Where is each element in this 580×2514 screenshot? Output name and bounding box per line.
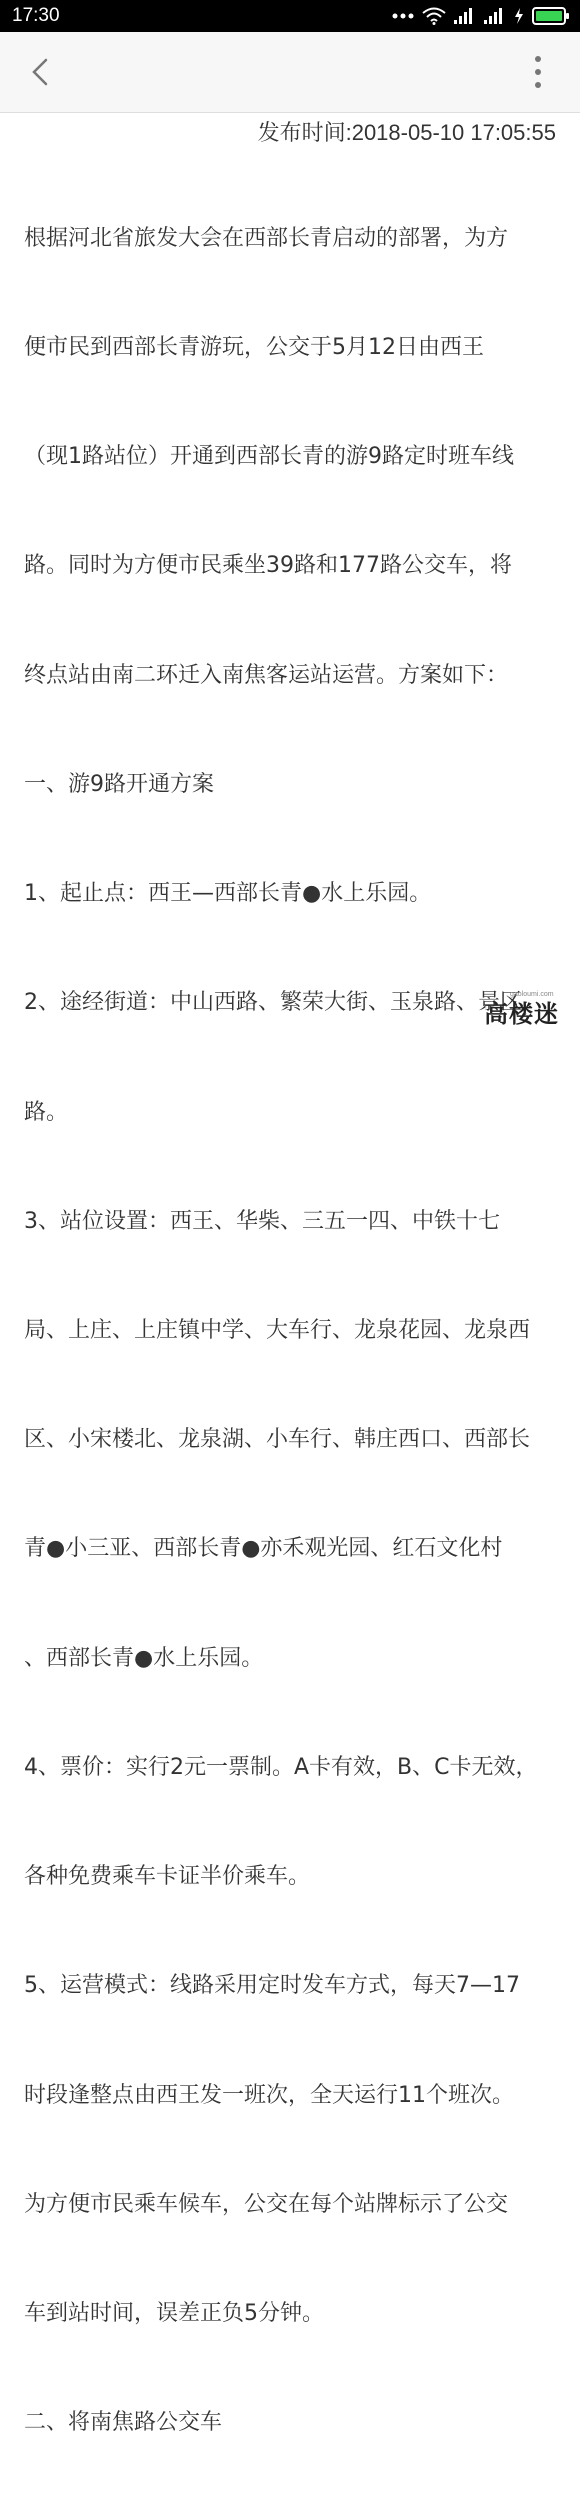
article-line: 各种免费乘车卡证半价乘车。 xyxy=(24,1864,311,1890)
article-line: 5、运营模式：线路采用定时发车方式，每天7—17 xyxy=(24,1973,520,1999)
status-time: 17:30 xyxy=(12,5,60,26)
article-line: 车到站时间，误差正负5分钟。 xyxy=(24,2300,324,2326)
article-line: 终点站由南二环迁入南焦客运站运营。方案如下： xyxy=(24,662,509,688)
charging-icon xyxy=(514,8,524,24)
article-line: （现1路站位）开通到西部长青的游9路定时班车线 xyxy=(24,444,514,470)
article-line: 区、小宋楼北、龙泉湖、小车行、韩庄西口、西部长 xyxy=(24,1427,531,1453)
article-body xyxy=(24,148,560,2514)
article-line: 为方便市民乘车候车，公交在每个站牌标示了公交 xyxy=(24,2191,509,2217)
status-icons xyxy=(392,7,570,25)
chevron-left-icon xyxy=(22,52,62,92)
article-line: 3、站位设置：西王、华柴、三五一四、中铁十七 xyxy=(24,1208,500,1234)
signal-icon-2 xyxy=(484,8,506,24)
publish-time: 发布时间:2018-05-10 17:05:55 xyxy=(257,120,556,145)
back-button[interactable] xyxy=(22,52,62,92)
article-line: 1、起止点：西王—西部长青●水上乐园。 xyxy=(24,881,432,907)
article-line: 局、上庄、上庄镇中学、大车行、龙泉花园、龙泉西 xyxy=(24,1318,531,1343)
article-line: 二、将南焦路公交车 xyxy=(24,2410,223,2436)
watermark-url: gaoloumi.com xyxy=(510,991,554,998)
watermark-text: 高楼迷 xyxy=(484,1000,559,1028)
article-line: 路。同时为方便市民乘坐39路和177路公交车，将 xyxy=(24,553,512,579)
watermark-logo xyxy=(484,991,572,1029)
article-line: 路。 xyxy=(24,1099,69,1125)
article-line: 便市民到西部长青游玩，公交于5月12日由西王 xyxy=(24,335,484,361)
article-line: 2、途经街道：中山西路、繁荣大街、玉泉路、景区 xyxy=(24,990,522,1016)
article-line: 、西部长青●水上乐园。 xyxy=(24,1645,264,1671)
article-line: 4、票价：实行2元一票制。A卡有效，B、C卡无效， xyxy=(24,1754,538,1780)
more-vertical-icon xyxy=(518,52,558,92)
battery-icon xyxy=(532,7,570,25)
article-line: 根据河北省旅发大会在西部长青启动的部署，为方 xyxy=(24,225,509,251)
article-line: 时段逢整点由西王发一班次，全天运行11个班次。 xyxy=(24,2082,514,2108)
article-line: 一、游9路开通方案 xyxy=(24,771,214,797)
signal-icon xyxy=(454,8,476,24)
status-bar xyxy=(0,0,580,32)
wifi-icon xyxy=(422,7,446,25)
more-options-button[interactable] xyxy=(518,52,558,92)
app-bar xyxy=(0,32,580,113)
article-line: 青●小三亚、西部长青●亦禾观光园、红石文化村 xyxy=(24,1536,503,1562)
more-notifications-icon xyxy=(392,12,414,20)
